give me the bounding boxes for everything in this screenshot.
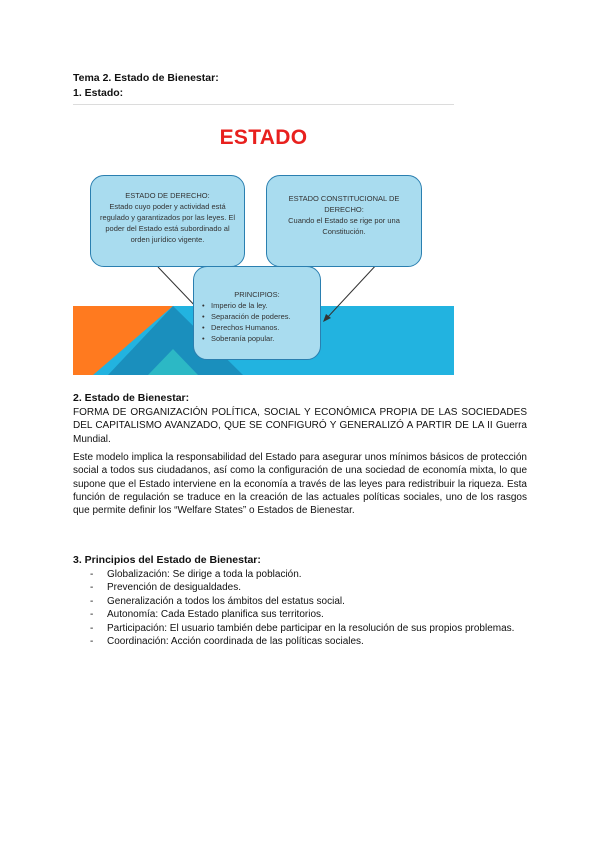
section1-heading: 1. Estado: <box>73 87 124 99</box>
estado-de-derecho-title: ESTADO DE DERECHO: <box>125 191 210 200</box>
section2-caps-paragraph: FORMA DE ORGANIZACIÓN POLÍTICA, SOCIAL Y ECONÓMICA PROPIA DE LAS SOCIEDADES DEL CAPITALISMO AVANZADO, QUE SE CONFIGURÓ Y GENERALIZÓ A PARTIR DE LA II Guerra Mundial. <box>73 407 527 445</box>
estado-de-derecho-box <box>90 175 245 267</box>
principios-list <box>202 300 312 344</box>
list-item: - Globalización: Se dirige a toda la población. <box>90 568 527 581</box>
estado-de-derecho-text: Estado cuyo poder y actividad está regulado y garantizados por las leyes. El poder del Estado está subordinado al orden jurídico vigente. <box>99 202 236 244</box>
divider <box>73 104 454 105</box>
principios-title: PRINCIPIOS: <box>234 290 280 299</box>
principios-item: • Imperio de la ley. <box>202 300 312 311</box>
principios-item: • Soberanía popular. <box>202 333 312 344</box>
diagram-title: ESTADO <box>219 126 308 149</box>
list-item: - Participación: El usuario también debe participar en la resolución de sus propios problemas. <box>90 622 527 635</box>
estado-constitucional-box <box>266 175 422 267</box>
principios-box <box>193 266 321 360</box>
list-item: - Prevención de desigualdades. <box>90 581 527 594</box>
principios-item: • Separación de poderes. <box>202 311 312 322</box>
principles-list <box>90 568 527 648</box>
list-item: - Coordinación: Acción coordinada de las políticas sociales. <box>90 635 527 648</box>
section3-heading: 3. Principios del Estado de Bienestar: <box>73 554 261 566</box>
list-item: - Generalización a todos los ámbitos del estatus social. <box>90 595 527 608</box>
section2-paragraph: Este modelo implica la responsabilidad del Estado para asegurar unos mínimos básicos de protección social a todos sus ciudadanos, así como la configuración de una sociedad de economía mixta, lo que supone que el Estado interviene en la economía a través de las leyes para redistribuir la riqueza. Esta función de regulación se traduce en la creación de las actuales políticas sociales, uno de los rasgos que permite definir los “Welfare States” o Estados de Bienestar. <box>73 452 527 517</box>
estado-diagram <box>73 113 454 375</box>
section2-heading: 2. Estado de Bienestar: <box>73 392 190 404</box>
list-item: - Autonomía: Cada Estado planifica sus territorios. <box>90 608 527 621</box>
estado-constitucional-text: Cuando el Estado se rige por una Constitución. <box>288 216 400 236</box>
document-title: Tema 2. Estado de Bienestar: <box>73 72 219 84</box>
principios-item: • Derechos Humanos. <box>202 322 312 333</box>
estado-constitucional-title: ESTADO CONSTITUCIONAL DE DERECHO: <box>288 194 400 214</box>
